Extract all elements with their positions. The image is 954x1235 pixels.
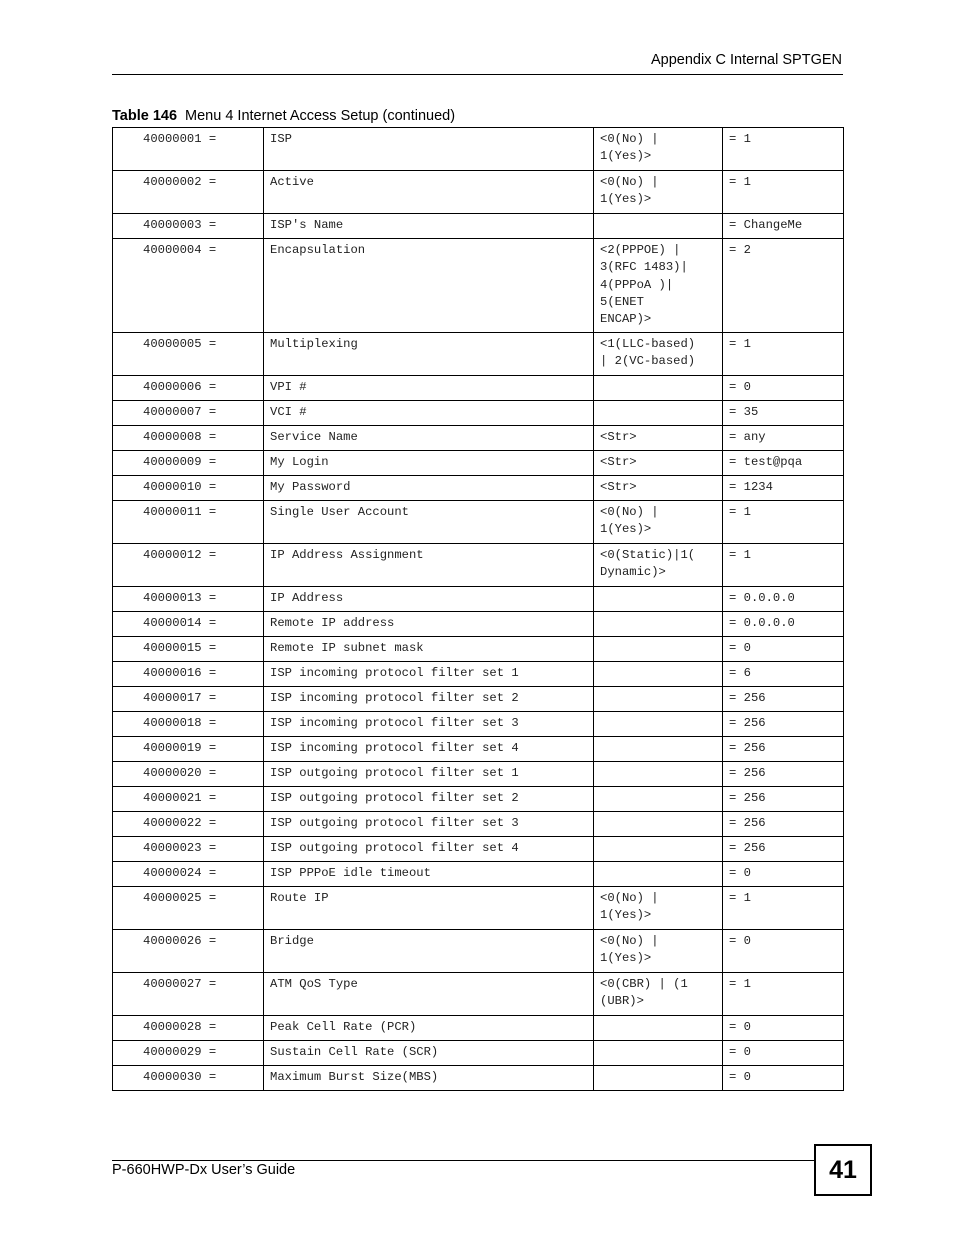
range-cell: <Str> [594,451,723,476]
field-cell: Remote IP subnet mask [264,637,594,662]
field-cell: Single User Account [264,501,594,544]
field-cell: Bridge [264,930,594,973]
field-cell: ISP PPPoE idle timeout [264,862,594,887]
code-cell: 40000030 = [113,1066,264,1091]
table-row [113,171,844,214]
code-cell: 40000004 = [113,239,264,333]
value-cell: = 256 [723,787,844,812]
code-cell: 40000006 = [113,376,264,401]
range-cell [594,662,723,687]
field-cell: Sustain Cell Rate (SCR) [264,1041,594,1066]
range-cell [594,376,723,401]
page-number: 41 [814,1144,872,1196]
code-cell: 40000014 = [113,612,264,637]
footer-rule [112,1160,815,1161]
value-cell: = 256 [723,812,844,837]
table-row [113,887,844,930]
field-cell: ISP incoming protocol filter set 4 [264,737,594,762]
field-cell: My Login [264,451,594,476]
field-cell: ATM QoS Type [264,973,594,1016]
code-cell: 40000013 = [113,587,264,612]
code-cell: 40000009 = [113,451,264,476]
value-cell: = 1 [723,887,844,930]
field-cell: My Password [264,476,594,501]
table-row [113,501,844,544]
table-row [113,376,844,401]
value-cell: = 1234 [723,476,844,501]
range-cell [594,1041,723,1066]
field-cell: ISP outgoing protocol filter set 4 [264,837,594,862]
value-cell: = 0.0.0.0 [723,587,844,612]
range-cell: <Str> [594,426,723,451]
range-cell: <0(No) | 1(Yes)> [594,930,723,973]
value-cell: = 256 [723,687,844,712]
value-cell: = 256 [723,712,844,737]
field-cell: ISP incoming protocol filter set 2 [264,687,594,712]
table-row [113,214,844,239]
code-cell: 40000002 = [113,171,264,214]
table-row [113,737,844,762]
range-cell: <0(Static)|1( Dynamic)> [594,544,723,587]
field-cell: Multiplexing [264,333,594,376]
range-cell [594,762,723,787]
value-cell: = 1 [723,501,844,544]
range-cell [594,214,723,239]
field-cell: Active [264,171,594,214]
table-row [113,401,844,426]
range-cell: <0(No) | 1(Yes)> [594,501,723,544]
range-cell [594,712,723,737]
range-cell: <2(PPPOE) | 3(RFC 1483)| 4(PPPoA )| 5(ENET ENCAP)> [594,239,723,333]
value-cell: = 35 [723,401,844,426]
table-body [113,128,844,1091]
range-cell: <0(No) | 1(Yes)> [594,887,723,930]
range-cell [594,812,723,837]
code-cell: 40000005 = [113,333,264,376]
table-caption-label: Table 146 [112,108,178,124]
value-cell: = 0 [723,1041,844,1066]
value-cell: = 0 [723,376,844,401]
code-cell: 40000012 = [113,544,264,587]
value-cell: = 256 [723,737,844,762]
value-cell: = 1 [723,128,844,171]
value-cell: = 1 [723,544,844,587]
table-row [113,837,844,862]
range-cell [594,637,723,662]
value-cell: = 0 [723,930,844,973]
range-cell [594,737,723,762]
range-cell [594,401,723,426]
code-cell: 40000019 = [113,737,264,762]
table-row [113,812,844,837]
field-cell: ISP incoming protocol filter set 3 [264,712,594,737]
field-cell: ISP outgoing protocol filter set 2 [264,787,594,812]
code-cell: 40000023 = [113,837,264,862]
field-cell: VPI # [264,376,594,401]
table-row [113,712,844,737]
field-cell: ISP incoming protocol filter set 1 [264,662,594,687]
table-row [113,426,844,451]
table-row [113,787,844,812]
table-row [113,612,844,637]
code-cell: 40000016 = [113,662,264,687]
table-row [113,930,844,973]
value-cell: = 256 [723,837,844,862]
code-cell: 40000022 = [113,812,264,837]
value-cell: = 256 [723,762,844,787]
field-cell: Maximum Burst Size(MBS) [264,1066,594,1091]
table-row [113,587,844,612]
field-cell: IP Address Assignment [264,544,594,587]
range-cell: <0(No) | 1(Yes)> [594,128,723,171]
value-cell: = 2 [723,239,844,333]
value-cell: = 1 [723,333,844,376]
value-cell: = 0 [723,1066,844,1091]
field-cell: ISP outgoing protocol filter set 1 [264,762,594,787]
range-cell [594,862,723,887]
value-cell: = ChangeMe [723,214,844,239]
table-row [113,762,844,787]
field-cell: Route IP [264,887,594,930]
range-cell [594,787,723,812]
running-header: Appendix C Internal SPTGEN [650,52,842,68]
range-cell: <Str> [594,476,723,501]
field-cell: IP Address [264,587,594,612]
header-rule [112,74,843,75]
value-cell: = test@pqa [723,451,844,476]
range-cell [594,612,723,637]
code-cell: 40000001 = [113,128,264,171]
table-row [113,451,844,476]
value-cell: = 1 [723,171,844,214]
code-cell: 40000029 = [113,1041,264,1066]
table-row [113,662,844,687]
value-cell: = 0 [723,637,844,662]
code-cell: 40000008 = [113,426,264,451]
table-row [113,1016,844,1041]
field-cell: Service Name [264,426,594,451]
table-caption-title: Menu 4 Internet Access Setup (continued) [185,108,456,124]
table-row [113,128,844,171]
value-cell: = 0.0.0.0 [723,612,844,637]
range-cell [594,837,723,862]
table-row [113,239,844,333]
field-cell: ISP outgoing protocol filter set 3 [264,812,594,837]
code-cell: 40000011 = [113,501,264,544]
table-row [113,544,844,587]
code-cell: 40000007 = [113,401,264,426]
range-cell [594,1066,723,1091]
code-cell: 40000018 = [113,712,264,737]
code-cell: 40000028 = [113,1016,264,1041]
code-cell: 40000027 = [113,973,264,1016]
table-row [113,637,844,662]
code-cell: 40000020 = [113,762,264,787]
range-cell: <1(LLC-based) | 2(VC-based) [594,333,723,376]
field-cell: VCI # [264,401,594,426]
value-cell: = 6 [723,662,844,687]
table-row [113,973,844,1016]
value-cell: = 0 [723,1016,844,1041]
code-cell: 40000025 = [113,887,264,930]
code-cell: 40000021 = [113,787,264,812]
code-cell: 40000015 = [113,637,264,662]
value-cell: = 0 [723,862,844,887]
value-cell: = any [723,426,844,451]
table-row [113,333,844,376]
code-cell: 40000017 = [113,687,264,712]
value-cell: = 1 [723,973,844,1016]
code-cell: 40000003 = [113,214,264,239]
field-cell: Remote IP address [264,612,594,637]
range-cell: <0(No) | 1(Yes)> [594,171,723,214]
table-caption [112,108,455,124]
table-row [113,1041,844,1066]
sptgen-table [112,127,844,1091]
table-row [113,476,844,501]
range-cell: <0(CBR) | (1 (UBR)> [594,973,723,1016]
code-cell: 40000026 = [113,930,264,973]
range-cell [594,1016,723,1041]
field-cell: Encapsulation [264,239,594,333]
code-cell: 40000024 = [113,862,264,887]
table-row [113,862,844,887]
range-cell [594,587,723,612]
table-row [113,687,844,712]
guide-title: P-660HWP-Dx User’s Guide [112,1162,296,1178]
field-cell: ISP [264,128,594,171]
field-cell: ISP's Name [264,214,594,239]
code-cell: 40000010 = [113,476,264,501]
table-row [113,1066,844,1091]
field-cell: Peak Cell Rate (PCR) [264,1016,594,1041]
range-cell [594,687,723,712]
